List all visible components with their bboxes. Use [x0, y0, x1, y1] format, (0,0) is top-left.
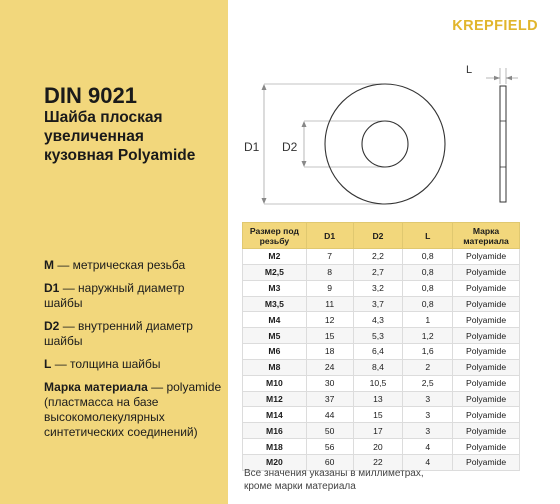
- column-header: Размер под резьбу: [243, 223, 307, 249]
- table-cell-size: M20: [243, 454, 307, 470]
- table-header-row: [243, 223, 520, 249]
- note-line: Все значения указаны в миллиметрах,: [244, 468, 424, 479]
- table-cell: 0,8: [403, 296, 453, 312]
- table-cell: 0,8: [403, 280, 453, 296]
- table-cell: 1: [403, 312, 453, 328]
- table-row: [243, 344, 520, 360]
- table-cell: 8: [306, 264, 353, 280]
- column-header: D1: [306, 223, 353, 249]
- table-row: [243, 407, 520, 423]
- note-line: кроме марки материала: [244, 481, 356, 492]
- table-cell: Polyamide: [453, 391, 520, 407]
- table-cell: 10,5: [353, 375, 403, 391]
- table-cell: 18: [306, 344, 353, 360]
- legend-key: M: [44, 258, 54, 272]
- table-cell: 1,6: [403, 344, 453, 360]
- table-cell: Polyamide: [453, 344, 520, 360]
- table-cell: 0,8: [403, 249, 453, 265]
- table-cell-size: M3: [243, 280, 307, 296]
- table-body: [243, 249, 520, 471]
- spec-table: [242, 222, 520, 471]
- legend-item-m: [44, 258, 226, 273]
- table-cell-size: M3,5: [243, 296, 307, 312]
- table-cell-size: M16: [243, 423, 307, 439]
- table-cell: 0,8: [403, 264, 453, 280]
- table-cell: 2,2: [353, 249, 403, 265]
- table-cell: Polyamide: [453, 264, 520, 280]
- table-cell: 30: [306, 375, 353, 391]
- product-title: DIN 9021: [44, 83, 137, 108]
- legend-key: L: [44, 357, 52, 371]
- table-cell: 15: [306, 328, 353, 344]
- table-row: [243, 296, 520, 312]
- table-row: [243, 391, 520, 407]
- table-row: [243, 249, 520, 265]
- table-cell: 60: [306, 454, 353, 470]
- table-cell: Polyamide: [453, 249, 520, 265]
- table-cell-size: M12: [243, 391, 307, 407]
- table-cell: Polyamide: [453, 312, 520, 328]
- table-cell-size: M2: [243, 249, 307, 265]
- table-cell-size: M14: [243, 407, 307, 423]
- legend-text: — внутренний диаметр шайбы: [44, 319, 193, 348]
- d1-label: D1: [244, 140, 260, 154]
- column-header: D2: [353, 223, 403, 249]
- table-cell: Polyamide: [453, 280, 520, 296]
- table-cell: 24: [306, 359, 353, 375]
- table-cell: Polyamide: [453, 407, 520, 423]
- l-label: L: [466, 64, 473, 76]
- table-cell-size: M2,5: [243, 264, 307, 280]
- table-cell: Polyamide: [453, 359, 520, 375]
- table-cell-size: M5: [243, 328, 307, 344]
- table-cell: 4: [403, 454, 453, 470]
- table-cell: 17: [353, 423, 403, 439]
- table-cell: 50: [306, 423, 353, 439]
- table-cell: 2,5: [403, 375, 453, 391]
- legend-text: — наружный диаметр шайбы: [44, 281, 185, 310]
- table-cell: 37: [306, 391, 353, 407]
- table-cell-size: M4: [243, 312, 307, 328]
- table-cell: 44: [306, 407, 353, 423]
- table-row: [243, 264, 520, 280]
- table-row: [243, 375, 520, 391]
- table-cell: 12: [306, 312, 353, 328]
- table-cell: 4: [403, 439, 453, 455]
- legend-key: D1: [44, 281, 60, 295]
- legend: [44, 258, 226, 448]
- table-cell: Polyamide: [453, 439, 520, 455]
- table-cell: Polyamide: [453, 328, 520, 344]
- table-row: [243, 423, 520, 439]
- table-cell: Polyamide: [453, 454, 520, 470]
- table-cell: 9: [306, 280, 353, 296]
- table-cell: Polyamide: [453, 423, 520, 439]
- legend-key: Марка материала: [44, 380, 148, 394]
- table-cell: 4,3: [353, 312, 403, 328]
- table-cell: 13: [353, 391, 403, 407]
- table-cell: 22: [353, 454, 403, 470]
- legend-item-d2: [44, 319, 226, 349]
- legend-text: — толщина шайбы: [54, 357, 161, 371]
- table-cell: 3: [403, 407, 453, 423]
- legend-key: D2: [44, 319, 60, 333]
- table-cell: 8,4: [353, 359, 403, 375]
- table-cell: 3: [403, 391, 453, 407]
- table-cell: 5,3: [353, 328, 403, 344]
- table-cell-size: M8: [243, 359, 307, 375]
- table-row: [243, 328, 520, 344]
- table-cell: 2,7: [353, 264, 403, 280]
- legend-text: — polyamide (пластмасса на базе высокомолекулярных синтетических соединений): [44, 380, 222, 439]
- column-header: L: [403, 223, 453, 249]
- column-header: Марка материала: [453, 223, 520, 249]
- table-cell: 20: [353, 439, 403, 455]
- table-cell: 15: [353, 407, 403, 423]
- table-cell: 56: [306, 439, 353, 455]
- table-cell: 2: [403, 359, 453, 375]
- d2-label: D2: [282, 140, 298, 154]
- table-cell: 3: [403, 423, 453, 439]
- table-cell: Polyamide: [453, 296, 520, 312]
- table-cell: 3,2: [353, 280, 403, 296]
- subtitle-line: увеличенная: [44, 128, 144, 145]
- subtitle-line: Шайба плоская: [44, 109, 163, 126]
- table-cell: 7: [306, 249, 353, 265]
- brand-logo: KREPFIELD: [452, 18, 538, 34]
- subtitle-line: кузовная Polyamide: [44, 147, 196, 164]
- table-row: [243, 439, 520, 455]
- table-row: [243, 280, 520, 296]
- product-subtitle: [44, 108, 224, 165]
- table-cell-size: M18: [243, 439, 307, 455]
- table-row: [243, 312, 520, 328]
- table-cell: Polyamide: [453, 375, 520, 391]
- table-cell-size: M10: [243, 375, 307, 391]
- table-cell-size: M6: [243, 344, 307, 360]
- legend-item-d1: [44, 281, 226, 311]
- table-cell: 3,7: [353, 296, 403, 312]
- table-cell: 11: [306, 296, 353, 312]
- legend-text: — метрическая резьба: [57, 258, 186, 272]
- table-row: [243, 359, 520, 375]
- table-cell: 1,2: [403, 328, 453, 344]
- units-note: [244, 467, 424, 493]
- legend-item-l: [44, 357, 226, 372]
- legend-item-material: [44, 380, 226, 440]
- table-cell: 6,4: [353, 344, 403, 360]
